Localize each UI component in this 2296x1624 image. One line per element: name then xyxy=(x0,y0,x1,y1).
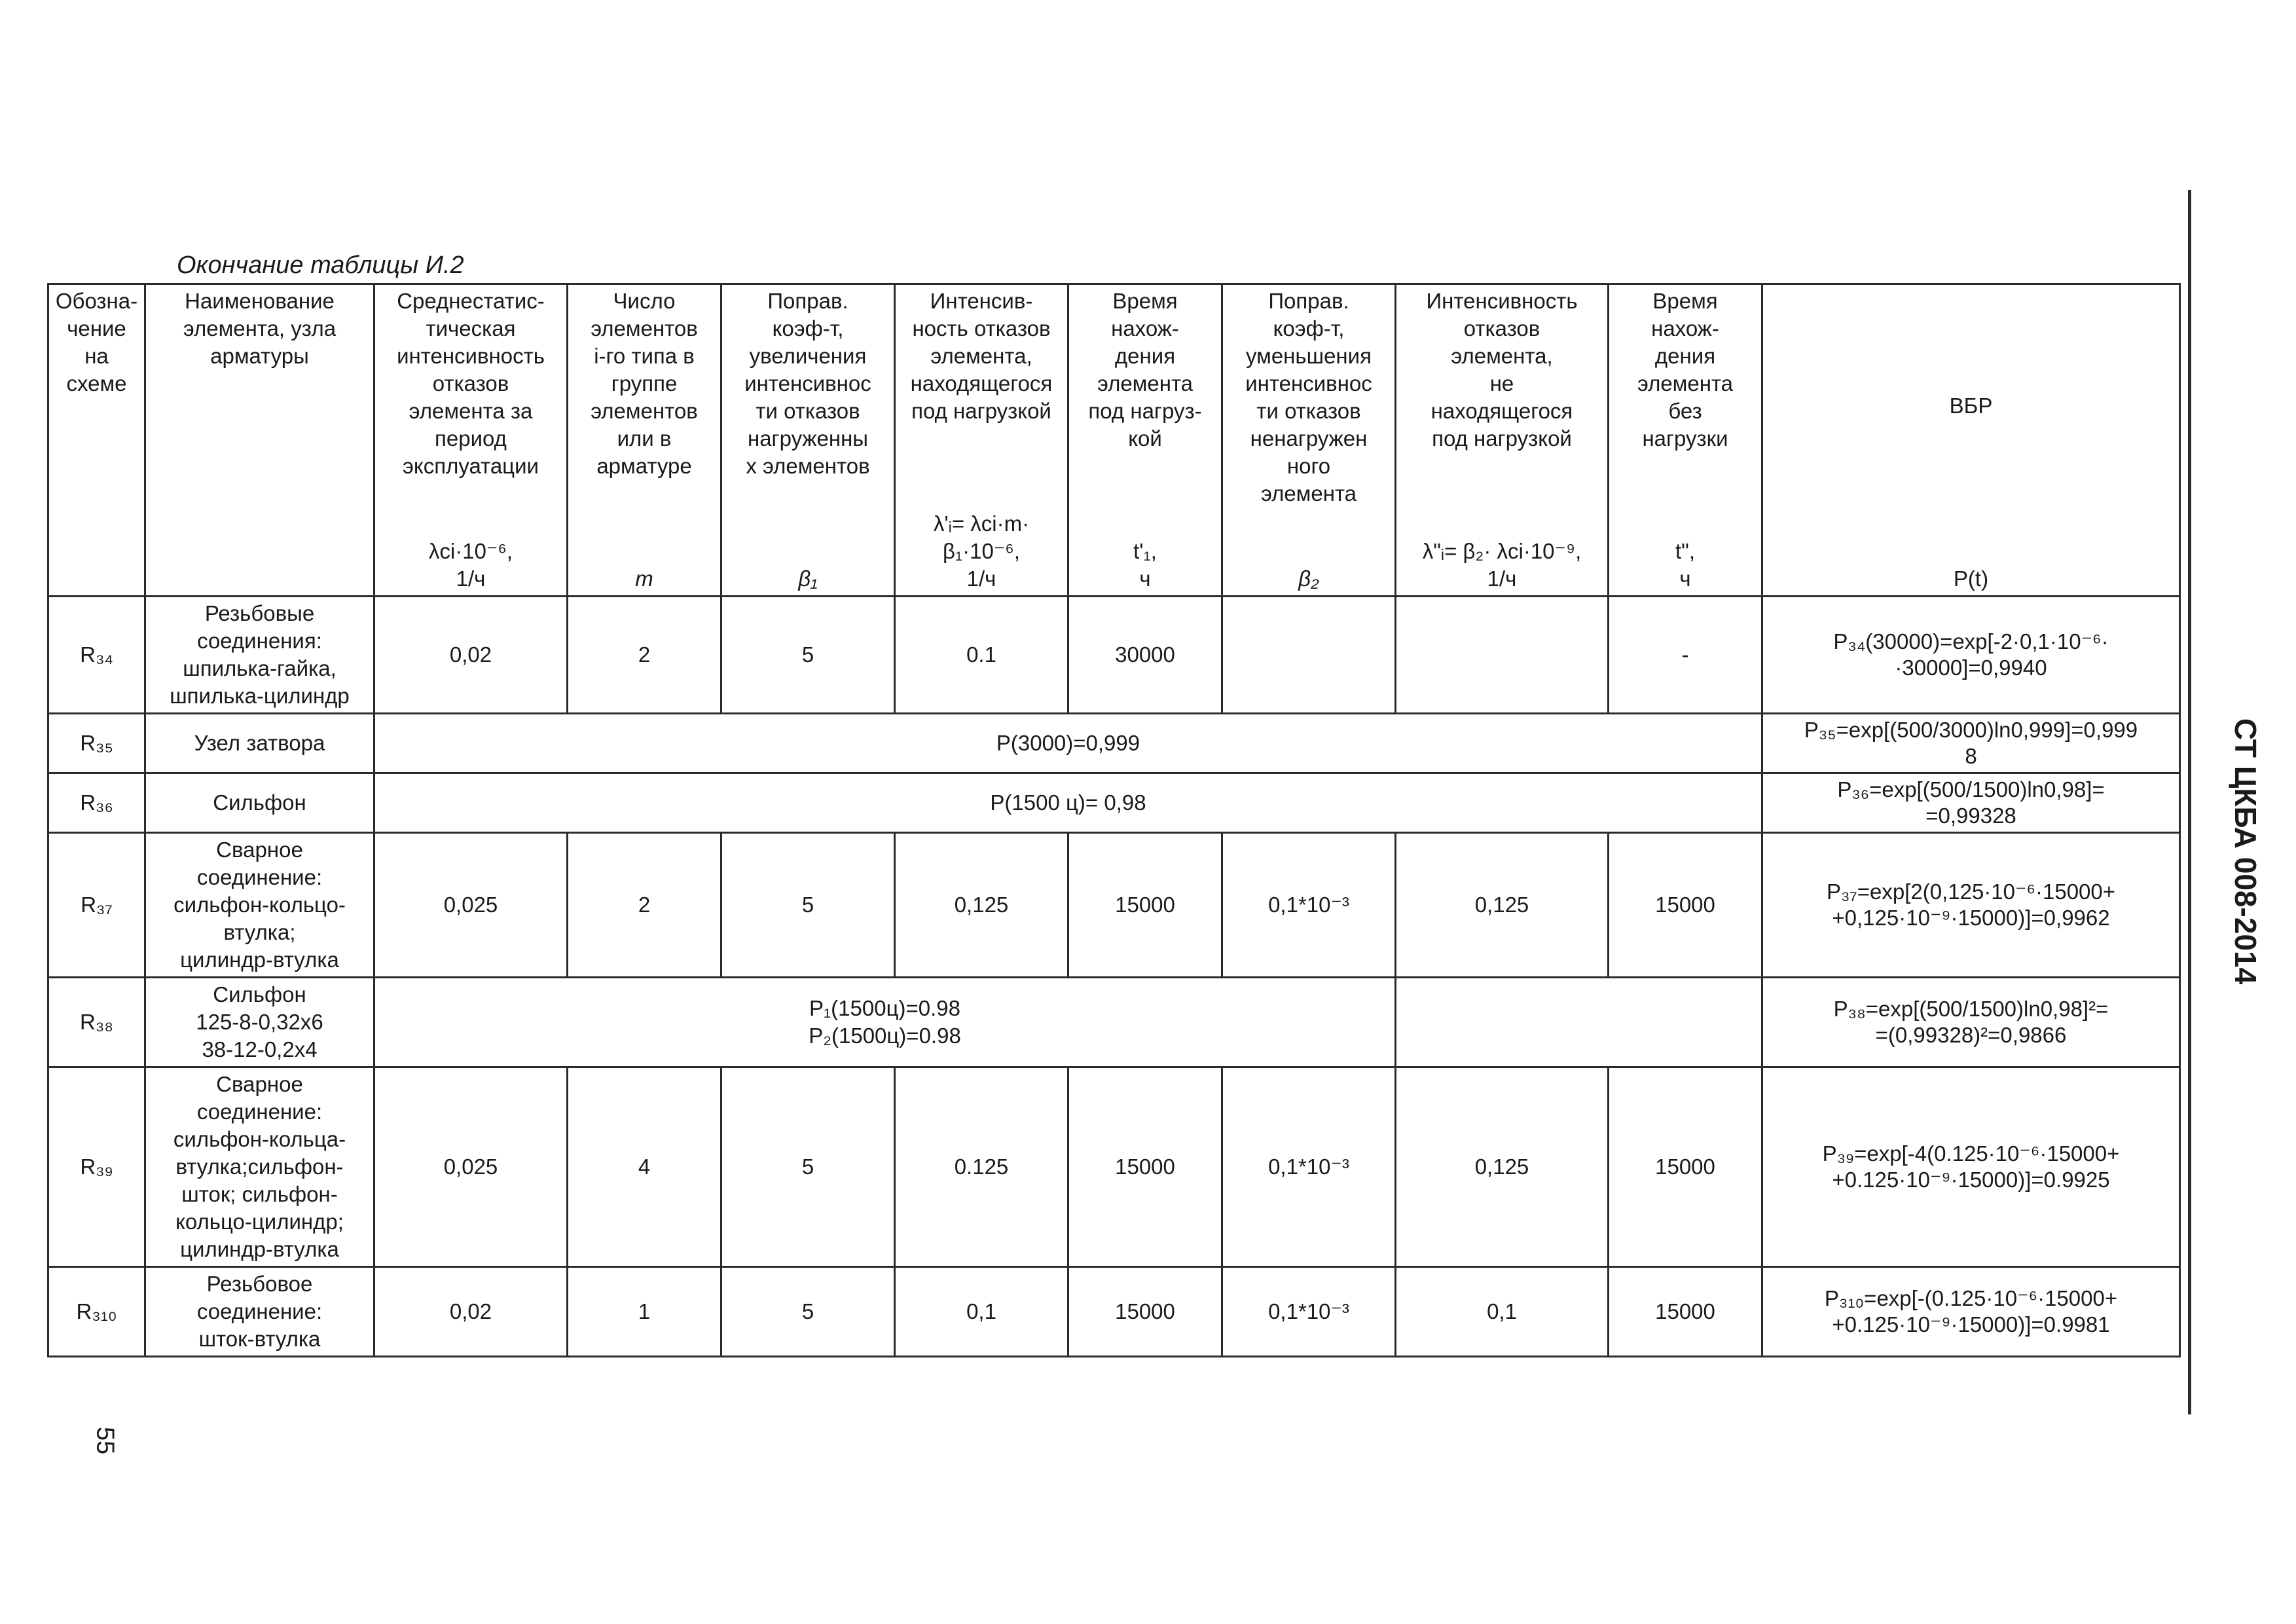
header-note: λci·10⁻⁶, 1/ч xyxy=(428,539,513,591)
table-cell: 0,02 xyxy=(374,1267,568,1357)
table-cell: 0.125 xyxy=(895,1067,1068,1267)
row-name: Сильфон 125-8-0,32х6 38-12-0,2х4 xyxy=(145,978,374,1067)
table-row xyxy=(48,597,2180,714)
table-cell: 30000 xyxy=(1068,597,1222,714)
document-stamp: СТ ЦКБА 008-2014 xyxy=(2229,718,2263,985)
row-id: R₃₁₀ xyxy=(48,1267,145,1357)
header-cell: Среднестатис- тическая интенсивность отказов элемента за период эксплуатации λci·10⁻⁶, 1/ч xyxy=(374,284,568,597)
table-cell: 15000 xyxy=(1609,833,1762,978)
table-cell: 0,025 xyxy=(374,1067,568,1267)
row-name: Сварное соединение: сильфон-кольцо- втулка; цилиндр-втулка xyxy=(145,833,374,978)
row-id: R₃₄ xyxy=(48,597,145,714)
row-result: P₃₅=exp[(500/3000)ln0,999]=0,999 8 xyxy=(1762,714,2180,773)
table-cell: 15000 xyxy=(1609,1267,1762,1357)
table-row xyxy=(48,833,2180,978)
header-note: m xyxy=(635,566,653,591)
table-cell: 0,1*10⁻³ xyxy=(1222,1267,1396,1357)
table-cell: 5 xyxy=(721,1267,895,1357)
table-cell: 1 xyxy=(568,1267,721,1357)
merged-cell: P₁(1500ц)=0.98 P₂(1500ц)=0.98 xyxy=(374,978,1396,1067)
header-cell: Обозна- чение на схеме xyxy=(48,284,145,597)
table-cell: 0,1 xyxy=(1396,1267,1609,1357)
row-name: Резьбовые соединения: шпилька-гайка, шпилька-цилиндр xyxy=(145,597,374,714)
table-cell: 2 xyxy=(568,833,721,978)
row-id: R₃₈ xyxy=(48,978,145,1067)
table-cell: 15000 xyxy=(1609,1067,1762,1267)
row-name: Сварное соединение: сильфон-кольца- втулка;сильфон- шток; сильфон- кольцо-цилиндр; цилиндр-втулка xyxy=(145,1067,374,1267)
row-result: P₃₉=exp[-4(0.125·10⁻⁶·15000+ +0.125·10⁻⁹·15000)]=0.9925 xyxy=(1762,1067,2180,1267)
table-cell: 0,125 xyxy=(895,833,1068,978)
table-cell: 5 xyxy=(721,597,895,714)
table-caption: Окончание таблицы И.2 xyxy=(177,251,464,279)
header-note: β₂ xyxy=(1298,566,1319,591)
header-cell: Время нахож- дения элемента под нагруз- кой t'₁, ч xyxy=(1068,284,1222,597)
row-name: Узел затвора xyxy=(145,714,374,773)
table-row xyxy=(48,773,2180,833)
table-cell: - xyxy=(1609,597,1762,714)
header-row xyxy=(48,284,2180,597)
row-result: P₃₁₀=exp[-(0.125·10⁻⁶·15000+ +0.125·10⁻⁹·15000)]=0.9981 xyxy=(1762,1267,2180,1357)
merged-cell: P(3000)=0,999 xyxy=(374,714,1762,773)
header-cell: Поправ. коэф-т, увеличения интенсивнос ти отказов нагруженны х элементов β₁ xyxy=(721,284,895,597)
table-cell: 4 xyxy=(568,1067,721,1267)
row-id: R₃₇ xyxy=(48,833,145,978)
row-result: P₃₆=exp[(500/1500)ln0,98]= =0,99328 xyxy=(1762,773,2180,833)
row-id: R₃₅ xyxy=(48,714,145,773)
table-cell: 0,1*10⁻³ xyxy=(1222,1067,1396,1267)
header-cell: ВБР P(t) xyxy=(1762,284,2180,597)
table-cell: 0,02 xyxy=(374,597,568,714)
table-cell: 0,1 xyxy=(895,1267,1068,1357)
table-row xyxy=(48,1267,2180,1357)
table-cell: 0.1 xyxy=(895,597,1068,714)
row-name: Сильфон xyxy=(145,773,374,833)
table-cell: 5 xyxy=(721,833,895,978)
table-cell: 0,025 xyxy=(374,833,568,978)
row-result: P₃₄(30000)=exp[-2·0,1·10⁻⁶· ·30000]=0,9940 xyxy=(1762,597,2180,714)
header-cell: Наименование элемента, узла арматуры xyxy=(145,284,374,597)
header-note: λ'ᵢ= λci·m· β₁·10⁻⁶, 1/ч xyxy=(933,511,1030,591)
table-cell: 15000 xyxy=(1068,833,1222,978)
table-cell: 5 xyxy=(721,1067,895,1267)
header-note: t", ч xyxy=(1675,539,1696,591)
row-result: P₃₇=exp[2(0,125·10⁻⁶·15000+ +0,125·10⁻⁹·15000)]=0,9962 xyxy=(1762,833,2180,978)
header-cell: Число элементов i-го типа в группе элементов или в арматуре m xyxy=(568,284,721,597)
row-name: Резьбовое соединение: шток-втулка xyxy=(145,1267,374,1357)
margin-rule xyxy=(2188,190,2191,1414)
reliability-table xyxy=(47,283,2181,1357)
header-note: t'₁, ч xyxy=(1133,539,1157,591)
table-cell: 2 xyxy=(568,597,721,714)
header-note: β₁ xyxy=(798,566,818,591)
table-cell: 0,125 xyxy=(1396,1067,1609,1267)
table-row xyxy=(48,978,2180,1067)
table-row xyxy=(48,714,2180,773)
table-cell: 0,1*10⁻³ xyxy=(1222,833,1396,978)
table-cell: 15000 xyxy=(1068,1067,1222,1267)
table-cell xyxy=(1222,597,1396,714)
table-row xyxy=(48,1067,2180,1267)
table-cell xyxy=(1396,597,1609,714)
header-note: λ"ᵢ= β₂· λci·10⁻⁹, 1/ч xyxy=(1422,539,1582,591)
header-cell: Интенсивность отказов элемента, не находящегося под нагрузкой λ"ᵢ= β₂· λci·10⁻⁹, 1/ч xyxy=(1396,284,1609,597)
empty-cell xyxy=(1396,978,1762,1067)
header-cell: Интенсив- ность отказов элемента, находящегося под нагрузкой λ'ᵢ= λci·m· β₁·10⁻⁶, 1/ч xyxy=(895,284,1068,597)
row-id: R₃₆ xyxy=(48,773,145,833)
page-number: 55 xyxy=(91,1426,119,1455)
header-note: P(t) xyxy=(1953,566,1989,591)
row-result: P₃₈=exp[(500/1500)ln0,98]²= =(0,99328)²=0,9866 xyxy=(1762,978,2180,1067)
merged-cell: P(1500 ц)= 0,98 xyxy=(374,773,1762,833)
row-id: R₃₉ xyxy=(48,1067,145,1267)
header-cell: Время нахож- дения элемента без нагрузки t", ч xyxy=(1609,284,1762,597)
table-cell: 15000 xyxy=(1068,1267,1222,1357)
table-cell: 0,125 xyxy=(1396,833,1609,978)
header-cell: Поправ. коэф-т, уменьшения интенсивнос ти отказов ненагружен ного элемента β₂ xyxy=(1222,284,1396,597)
